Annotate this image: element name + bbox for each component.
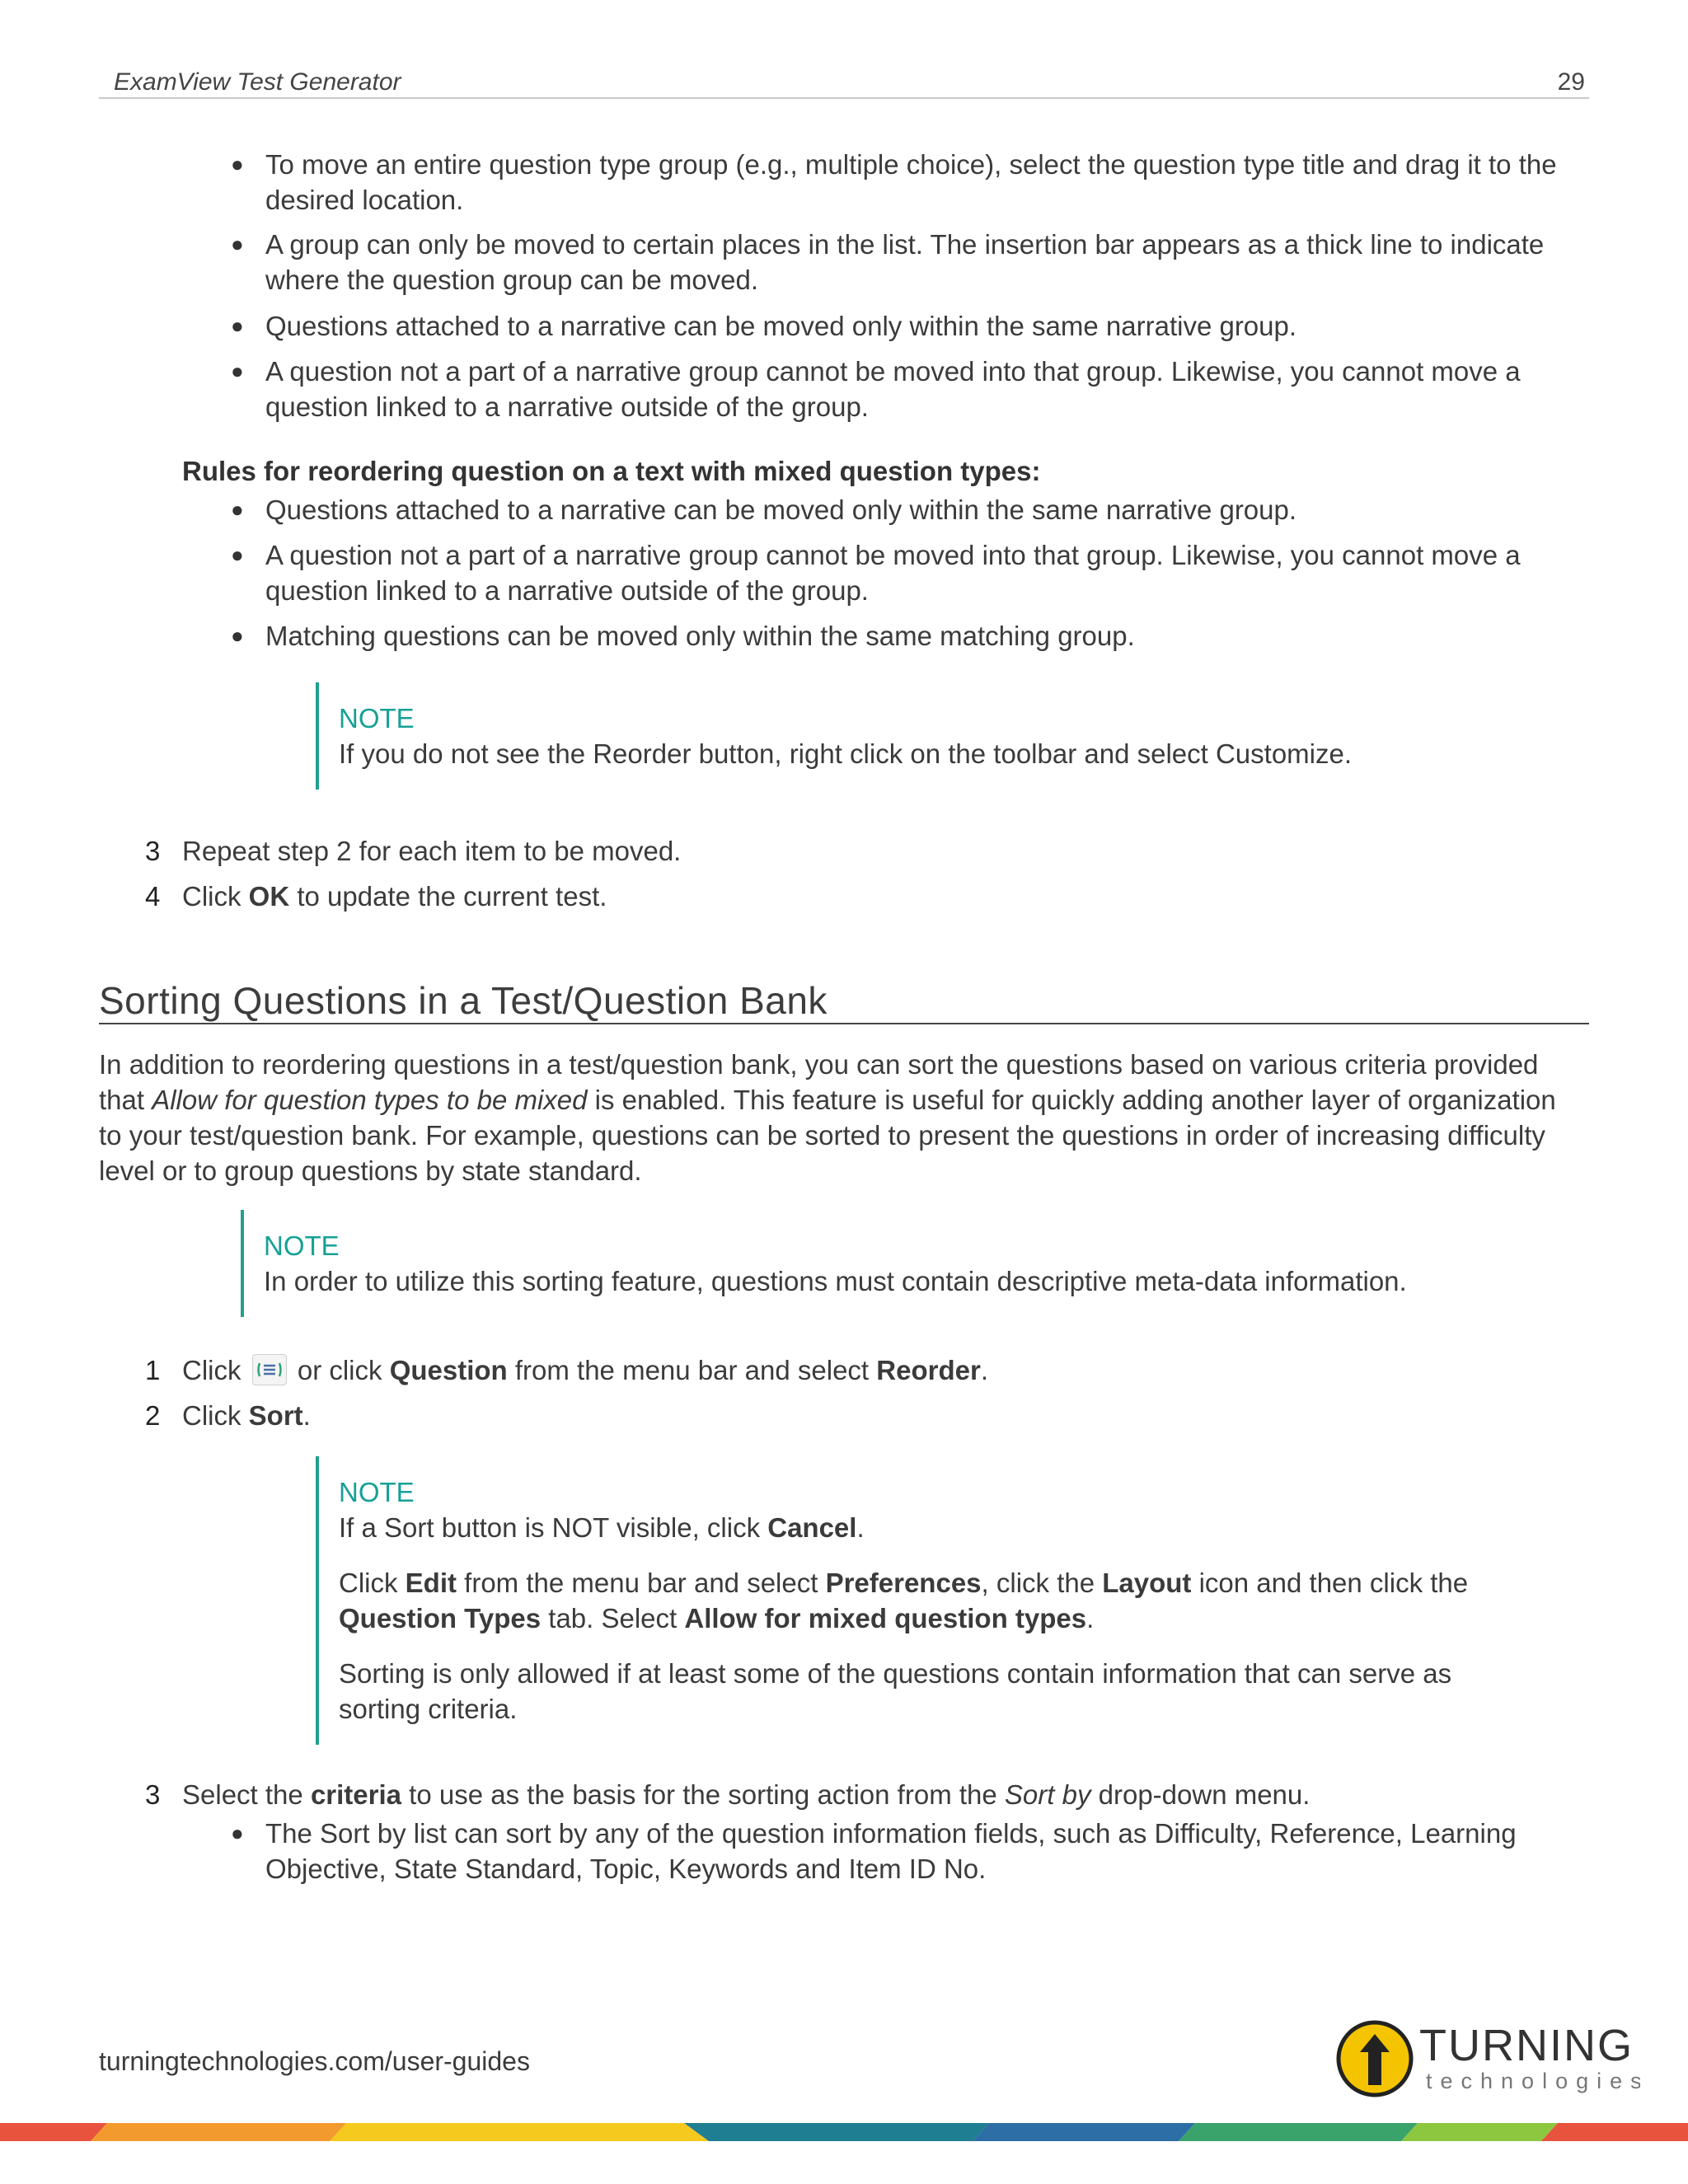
bullet-icon: ● [231,623,244,648]
rules-heading: Rules for reordering question on a text with mixed question types: [182,456,1041,486]
header-title: ExamView Test Generator [114,68,401,96]
section-heading: Sorting Questions in a Test/Question Bank [99,979,828,1022]
list-item: ● A question not a part of a narrative group cannot be moved into that group. Likewise, you cannot move a question linked to a narrative outside of the group. [231,354,1591,424]
page-number: 29 [1557,68,1585,96]
bullet-icon: ● [231,497,244,522]
step-number: 1 [145,1355,161,1385]
step-number: 3 [145,836,161,866]
list-item: ● A question not a part of a narrative group cannot be moved into that group. Likewise, you cannot move a question linked to a narrative outside of the group. [231,537,1591,608]
note-box [316,682,1511,790]
bullet-icon: ● [231,152,244,176]
list-item: ● A group can only be moved to certain places in the list. The insertion bar appears as a thick line to indicate where the question group can be moved. [231,227,1591,298]
bullet-icon: ● [231,232,244,256]
step-number: 2 [145,1400,161,1431]
note-box [241,1210,1559,1317]
reorder-icon[interactable] [252,1354,287,1385]
logo-sub: technologies [1426,2069,1640,2093]
bullet-icon: ● [231,359,244,383]
list-item: ● Questions attached to a narrative can be moved only within the same narrative group. [231,308,1591,344]
step-text: Click OK to update the current test. [182,881,607,912]
note-box [316,1456,1470,1745]
bullet-icon: ● [231,313,244,338]
note-text: In order to utilize this sorting feature, questions must contain descriptive meta-data information. [264,1266,1407,1296]
footer-color-bar [0,2114,1688,2137]
bullet-icon: ● [231,1821,244,1845]
bullet-icon: ● [231,542,244,567]
note-label: NOTE [339,1477,415,1507]
list-item: ● Matching questions can be moved only within the same matching group. [231,618,1591,654]
logo-word: TURNING [1419,2021,1634,2070]
section-divider [99,1023,1589,1024]
list-item: ● To move an entire question type group (e.g., multiple choice), select the question type title and drag it to the desired location. [231,147,1591,218]
step-text: Click Sort. [182,1400,311,1431]
list-item: ● Questions attached to a narrative can be moved only within the same narrative group. [231,492,1591,527]
step-text: Repeat step 2 for each item to be moved. [182,836,682,866]
footer-link[interactable]: turningtechnologies.com/user-guides [99,2046,530,2076]
header-divider [99,97,1589,99]
note-text: Sorting is only allowed if at least some of the questions contain information that can serve as sorting criteria. [339,1658,1452,1724]
note-text: Click Edit from the menu bar and select Preferences, click the Layout icon and then click the Question Types tab. Select Allow for mixed question types. [339,1568,1469,1633]
step-text: Click or click Question from the menu bar and select Reorder. [182,1355,988,1385]
list-item: ● The Sort by list can sort by any of the question information fields, such as Difficulty, Reference, Learning Objective, State Standard, Topic, Keywords and Item ID No. [231,1816,1591,1886]
note-text: If a Sort button is NOT visible, click Cancel. [339,1512,865,1543]
step-number: 4 [145,881,161,912]
note-label: NOTE [339,703,415,733]
step-number: 3 [145,1779,161,1810]
step-text: Select the criteria to use as the basis for the sorting action from the Sort by drop-down menu. [182,1779,1311,1810]
note-text: If you do not see the Reorder button, right click on the toolbar and select Customize. [339,738,1353,769]
note-label: NOTE [264,1230,340,1261]
turning-logo-icon [1335,2018,1640,2100]
intro-paragraph: In addition to reordering questions in a test/question bank, you can sort the questions based on various criteria provided that Allow for question types to be mixed is enabled. This feature is useful for quickly adding another layer of organization to your test/question bank. For example, questions can be sorted to present the questions in order of increasing difficulty level or to group questions by state standard. [99,1049,1556,1186]
